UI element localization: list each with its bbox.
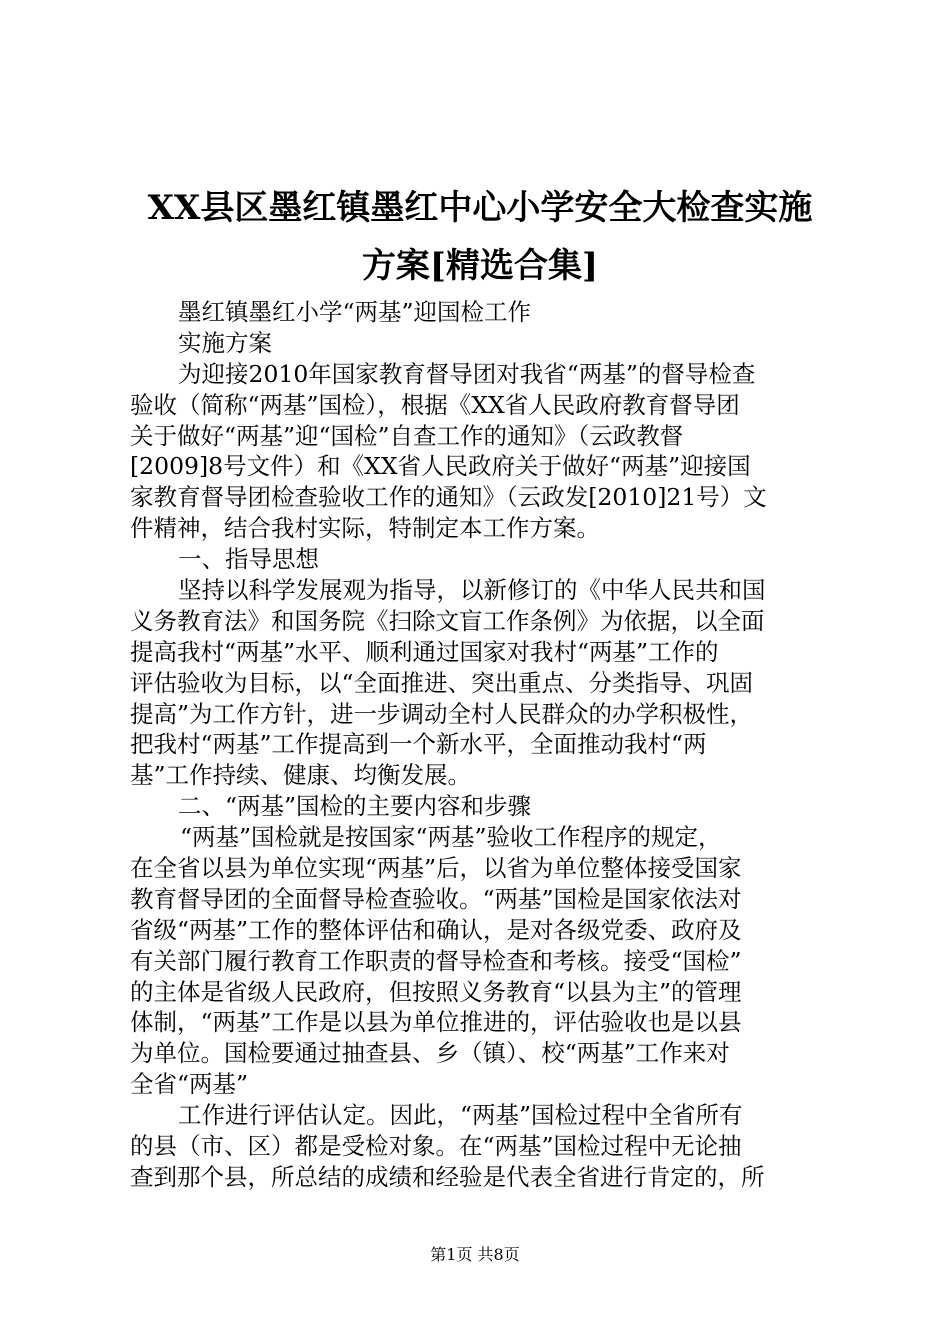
body-line: 的主体是省级人民政府，但按照义务教育“以县为主”的管理: [130, 977, 742, 1006]
document-body: [130, 297, 830, 1193]
body-line: 墨红镇墨红小学“两基”迎国检工作: [178, 298, 532, 326]
body-line: 实施方案: [178, 328, 272, 357]
body-line: 家教育督导团检查验收工作的通知》（云政发[2010]21号）文: [130, 483, 767, 512]
body-line: 全省“两基”: [130, 1070, 249, 1099]
body-line: “两基”国检就是按国家“两基”验收工作程序的规定，: [180, 823, 722, 852]
body-line: 为单位。国检要通过抽查县、乡（镇）、校“两基”工作来对: [130, 1039, 730, 1068]
body-line: 提高”为工作方针，进一步调动全村人民群众的办学积极性，: [130, 699, 754, 728]
body-line: 评估验收为目标，以“全面推进、突出重点、分类指导、巩固: [130, 668, 754, 697]
body-line: 提高我村“两基”水平、顺利通过国家对我村“两基”工作的: [130, 637, 719, 666]
body-line: [2009]8号文件）和《XX省人民政府关于做好“两基”迎接国: [130, 452, 751, 481]
body-line: 有关部门履行教育工作职责的督导检查和考核。接受“国检”: [130, 946, 742, 975]
body-line: 件精神，结合我村实际，特制定本工作方案。: [130, 514, 600, 543]
body-line: 在全省以县为单位实现“两基”后，以省为单位整体接受国家: [130, 854, 742, 883]
body-line: 为迎接2010年国家教育督导团对我省“两基”的督导检查: [178, 359, 756, 388]
body-line: 教育督导团的全面督导检查验收。“两基”国检是国家依法对: [130, 884, 742, 913]
document-title-line-1: XX县区墨红镇墨红中心小学安全大检查实施: [147, 188, 813, 228]
body-line: 省级“两基”工作的整体评估和确认，是对各级党委、政府及: [130, 915, 742, 944]
body-line: 坚持以科学发展观为指导，以新修订的《中华人民共和国: [178, 576, 766, 605]
body-line: 关于做好“两基”迎“国检”自查工作的通知》（云政教督: [130, 421, 684, 450]
body-line: 的县（市、区）都是受检对象。在“两基”国检过程中无论抽: [130, 1132, 742, 1161]
document-title-line-2: 方案[精选合集]: [361, 246, 599, 286]
body-line: 体制，“两基”工作是以县为单位推进的，评估验收也是以县: [130, 1008, 742, 1037]
body-line: 义务教育法》和国务院《扫除文盲工作条例》为依据，以全面: [130, 606, 765, 635]
body-line: 把我村“两基”工作提高到一个新水平，全面推动我村“两: [130, 730, 707, 759]
section-heading: 一、指导思想: [178, 545, 319, 574]
body-line: 基”工作持续、健康、均衡发展。: [130, 761, 472, 790]
body-line: 验收（简称“两基”国检），根据《XX省人民政府教育督导团: [130, 390, 740, 419]
body-line: 工作进行评估认定。因此，“两基”国检过程中全省所有: [178, 1101, 743, 1130]
page-footer: 第1页 共8页: [430, 1245, 520, 1264]
section-heading: 二、“两基”国检的主要内容和步骤: [178, 792, 532, 821]
body-line: 查到那个县，所总结的成绩和经验是代表全省进行肯定的，所: [130, 1162, 765, 1191]
